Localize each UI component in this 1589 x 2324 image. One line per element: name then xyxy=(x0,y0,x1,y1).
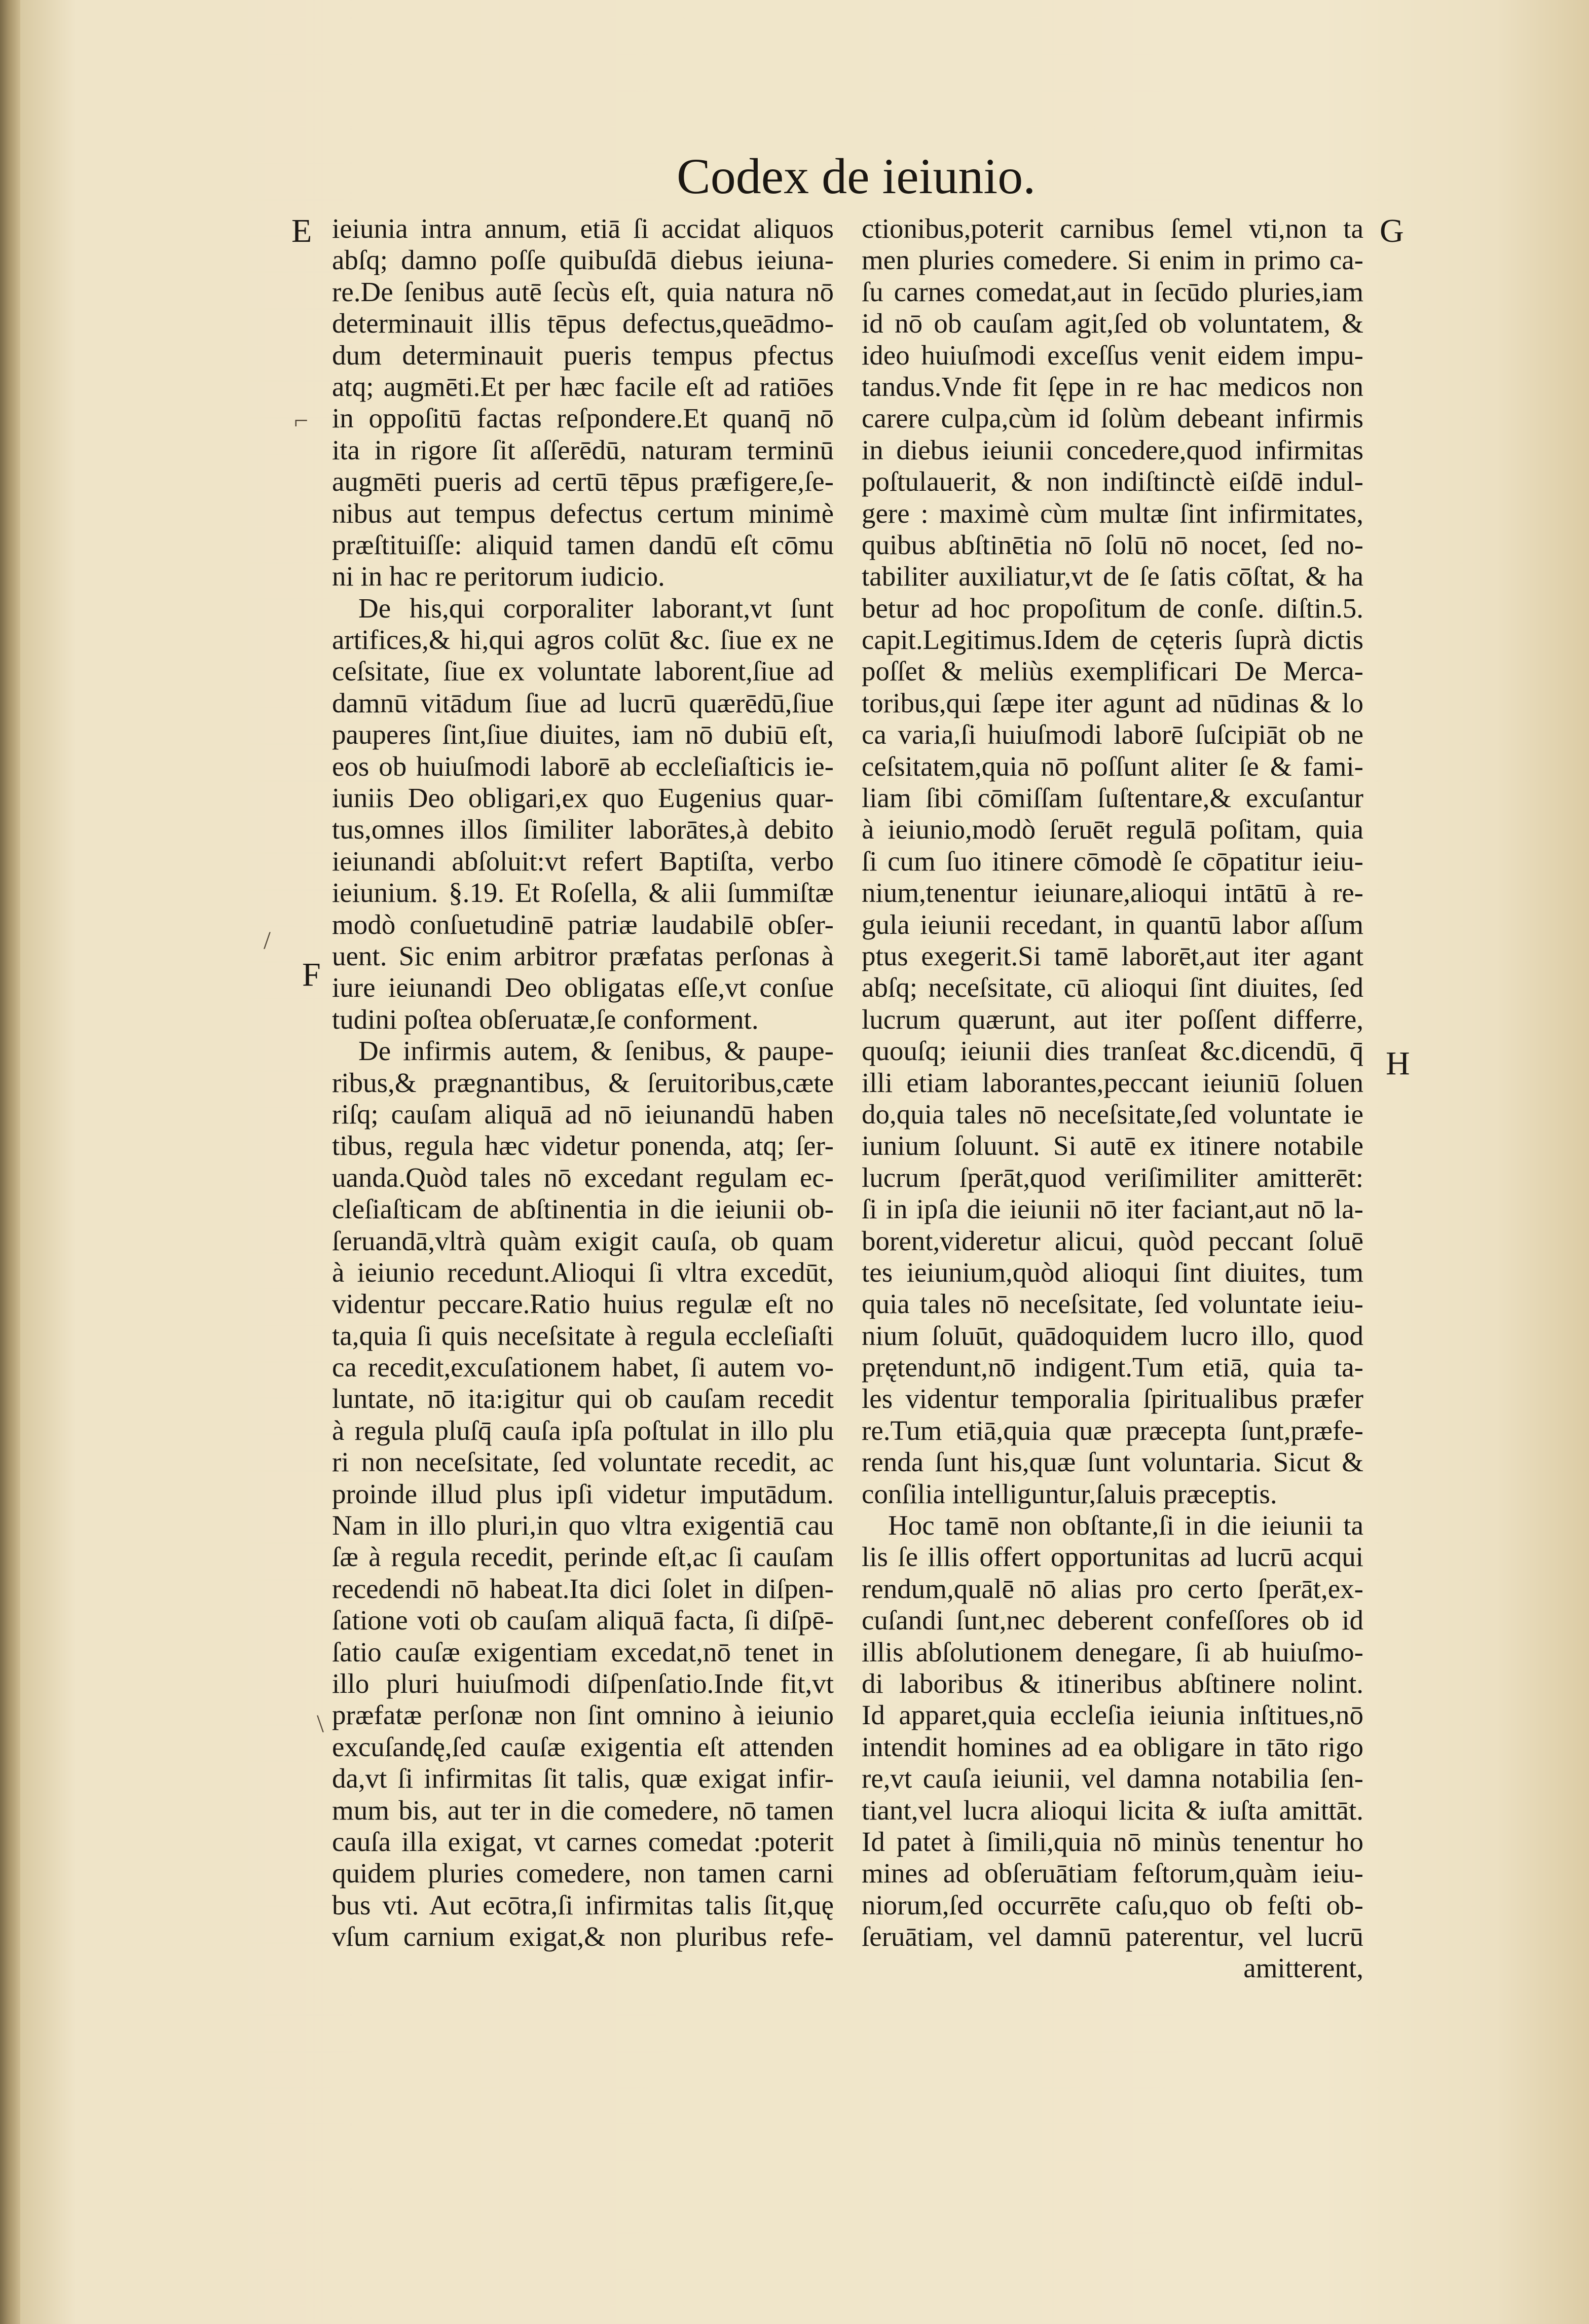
text-line: iuniis Deo obligari,ex quo Eugenius quar- xyxy=(332,782,834,814)
text-line: do,quia tales nō neceſsitate,ſed voluntate ie xyxy=(862,1098,1363,1130)
text-line: gere : maximè cùm multæ ſint infirmitates, xyxy=(862,497,1363,529)
text-line: toribus,qui ſæpe iter agunt ad nūdinas & lo xyxy=(862,687,1363,718)
text-line: damnū vitādum ſiue ad lucrū quærēdū,ſiue xyxy=(332,687,834,718)
text-line: abſq; damno poſſe quibuſdā diebus ieiuna- xyxy=(332,244,834,276)
text-line: gula ieiunii recedant, in quantū labor aſſum xyxy=(862,909,1363,940)
text-line: nibus aut tempus defectus certum minimè xyxy=(332,497,834,529)
text-line: ſeruātiam, vel damnū paterentur, vel lucrū xyxy=(862,1921,1363,1952)
text-line: ſatio cauſæ exigentiam excedat,nō tenet in xyxy=(332,1636,834,1667)
text-line: De his,qui corporaliter laborant,vt ſunt xyxy=(358,592,834,624)
text-line: ieiunium. §.19. Et Roſella, & alii ſummiſtæ xyxy=(332,877,834,909)
text-line: iure ieiunandi Deo obligatas eſſe,vt conſue xyxy=(332,972,834,1003)
text-line: borent,videretur alicui, quòd peccant ſoluē xyxy=(862,1225,1363,1256)
text-line: tes ieiunium,quòd alioqui ſint diuites, tum xyxy=(862,1256,1363,1288)
text-line: atq; augmēti.Et per hæc facile eſt ad ratiōes xyxy=(332,371,834,402)
text-line: poſtulauerit, & non indiſtinctè eiſdē indul- xyxy=(862,466,1363,497)
text-line: ſeruandā,vltrà quàm exigit cauſa, ob quam xyxy=(332,1225,834,1256)
text-line: da,vt ſi infirmitas ſit talis, quæ exigat infir- xyxy=(332,1763,834,1794)
text-line: ni in hac re peritorum iudicio. xyxy=(332,561,665,592)
text-line: bus vti. Aut ecōtra,ſi infirmitas talis ſit,quę xyxy=(332,1889,834,1920)
text-line: cauſa illa exigat, vt carnes comedat :poterit xyxy=(332,1826,834,1857)
margin-mark: / xyxy=(264,926,271,954)
text-line: cuſandi ſunt,nec deberent confeſſores ob id xyxy=(862,1605,1363,1636)
text-line: modò conſuetudinē patriæ laudabilē obſer- xyxy=(332,909,834,940)
text-line: recedendi nō habeat.Ita dici ſolet in diſpen- xyxy=(332,1573,834,1604)
text-line: præfatæ perſonæ non ſint omnino à ieiunio xyxy=(332,1699,834,1731)
text-line: ribus,& prægnantibus, & ſeruitoribus,cæte xyxy=(332,1067,834,1098)
text-line: les videntur temporalia ſpiritualibus præfer xyxy=(862,1383,1363,1414)
text-line: poſſet & meliùs exemplificari De Merca- xyxy=(862,656,1363,687)
text-line: tibus, regula hæc videtur ponenda, atq; ſer- xyxy=(332,1130,834,1161)
text-line: rendum,qualē nō alias pro certo ſperāt,ex- xyxy=(862,1573,1363,1604)
text-line: re.Tum etiā,quia quæ præcepta ſunt,præfe- xyxy=(862,1414,1363,1446)
text-line: ieiunandi abſoluit:vt refert Baptiſta, verbo xyxy=(332,845,834,877)
text-line: tabiliter auxiliatur,vt de ſe ſatis cōſtat, & ha xyxy=(862,561,1363,592)
text-line: in diebus ieiunii concedere,quod infirmitas xyxy=(862,434,1363,465)
binding-gutter xyxy=(0,0,20,2324)
text-line: abſq; neceſsitate, cū alioqui ſint diuites, ſed xyxy=(862,972,1363,1003)
text-line: Nam in illo pluri,in quo vltra exigentiā cau xyxy=(332,1510,834,1541)
text-line: ctionibus,poterit carnibus ſemel vti,non ta xyxy=(862,213,1363,244)
text-line: betur ad hoc propoſitum de conſe. diſtin.5. xyxy=(862,592,1363,624)
text-line: ta,quia ſi quis neceſsitate à regula eccleſiaſti xyxy=(332,1320,834,1351)
text-line: riſq; cauſam aliquā ad nō ieiunandū haben xyxy=(332,1098,834,1130)
text-line: nium,tenentur ieiunare,alioqui intātū à re- xyxy=(862,877,1363,909)
text-line: ſi cum ſuo itinere cōmodè ſe cōpatitur ieiu- xyxy=(862,845,1363,877)
text-line: Hoc tamē non obſtante,ſi in die ieiunii ta xyxy=(888,1510,1363,1541)
text-line: ieiunia intra annum, etiā ſi accidat aliquos xyxy=(332,213,834,244)
margin-letter-g: G xyxy=(1380,212,1404,249)
text-line: lis ſe illis offert opportunitas ad lucrū acqui xyxy=(862,1541,1363,1573)
text-line: illi etiam laborantes,peccant ieiuniū ſoluen xyxy=(862,1067,1363,1098)
text-line: excuſandę,ſed cauſæ exigentia eſt attenden xyxy=(332,1731,834,1762)
text-line: quidem pluries comedere, non tamen carni xyxy=(332,1858,834,1889)
text-line: tus,omnes illos ſimiliter laborātes,à debito xyxy=(332,814,834,845)
catchword: amitterent, xyxy=(1243,1952,1363,1984)
text-line: Id patet à ſimili,quia nō minùs tenentur ho xyxy=(862,1826,1363,1857)
margin-letter-h: H xyxy=(1386,1045,1410,1082)
text-column-left xyxy=(332,213,834,1952)
text-line: pauperes ſint,ſiue diuites, iam nō dubiū eſt, xyxy=(332,719,834,750)
text-line: ſu carnes comedat,aut in ſecūdo pluries,iam xyxy=(862,276,1363,307)
text-line: uent. Sic enim arbitror præfatas perſonas à xyxy=(332,940,834,971)
text-line: capit.Legitimus.Idem de cęteris ſuprà dictis xyxy=(862,624,1363,656)
text-line: ceſsitate, ſiue ex voluntate laborent,ſiue ad xyxy=(332,656,834,687)
text-line: luntate, nō ita:igitur qui ob cauſam recedit xyxy=(332,1383,834,1414)
text-line: augmēti pueris ad certū tēpus præfigere,ſe- xyxy=(332,466,834,497)
text-line: conſilia intelliguntur,ſaluis præceptis. xyxy=(862,1478,1277,1509)
text-line: præſtituiſſe: aliquid tamen dandū eſt cōmu xyxy=(332,529,834,560)
text-line: di laboribus & itineribus abſtinere nolint. xyxy=(862,1667,1363,1699)
text-line: vſum carnium exigat,& non pluribus refe- xyxy=(332,1921,834,1952)
text-line: tandus.Vnde fit ſępe in re hac medicos non xyxy=(862,371,1363,402)
text-line: quia tales nō neceſsitate, ſed voluntate ieiu- xyxy=(862,1288,1363,1320)
text-line: artifices,& hi,qui agros colūt &c. ſiue ex ne xyxy=(332,624,834,656)
text-line: quouſq; ieiunii dies tranſeat &c.dicendū, q̄ xyxy=(862,1035,1363,1067)
text-line: mines ad obſeruātiam feſtorum,quàm ieiu- xyxy=(862,1858,1363,1889)
text-line: uanda.Quòd tales nō excedant regulam ec- xyxy=(332,1161,834,1193)
text-line: ſi in ipſa die ieiunii nō iter faciant,aut nō la- xyxy=(862,1193,1363,1225)
text-line: iunium ſoluunt. Si autē ex itinere notabile xyxy=(862,1130,1363,1161)
text-line: dum determinauit pueris tempus pfectus xyxy=(332,339,834,371)
margin-letter-e: E xyxy=(291,212,312,249)
text-line: tiant,vel lucra alioqui licita & iuſta amittāt. xyxy=(862,1794,1363,1826)
text-line: nium ſoluūt, quādoquidem lucro illo, quod xyxy=(862,1320,1363,1351)
text-line: Id apparet,quia eccleſia ieiunia inſtitues,nō xyxy=(862,1699,1363,1731)
text-line: ceſsitatem,quia nō poſſunt aliter ſe & fami- xyxy=(862,750,1363,782)
text-line: ca recedit,excuſationem habet, ſi autem vo- xyxy=(332,1352,834,1383)
text-line: ſæ à regula recedit, perinde eſt,ac ſi cauſam xyxy=(332,1541,834,1573)
text-line: à ieiunio,modò ſeruēt regulā poſitam, quia xyxy=(862,814,1363,845)
text-line: carere culpa,cùm id ſolùm debeant infirmis xyxy=(862,403,1363,434)
text-line: mum bis, aut ter in die comedere, nō tamen xyxy=(332,1794,834,1826)
text-line: ca varia,ſi huiuſmodi laborē ſuſcipiāt ob ne xyxy=(862,719,1363,750)
text-line: intendit homines ad ea obligare in tāto rigo xyxy=(862,1731,1363,1762)
text-line: lucrum quærunt, aut iter poſſent differre, xyxy=(862,1003,1363,1035)
text-line: ita in rigore ſit aſſerēdū, naturam terminū xyxy=(332,434,834,465)
margin-mark: \ xyxy=(317,1709,324,1737)
text-line: niorum,ſed occurrēte caſu,quo ob feſti ob- xyxy=(862,1889,1363,1920)
text-line: videntur peccare.Ratio huius regulæ eſt no xyxy=(332,1288,834,1320)
text-line: renda ſunt his,quæ ſunt voluntaria. Sicut & xyxy=(862,1446,1363,1478)
text-line: in oppoſitū factas reſpondere.Et quanq̄ nō xyxy=(332,403,834,434)
text-line: liam ſibi cōmiſſam ſuſtentare,& excuſantur xyxy=(862,782,1363,814)
text-line: ſatione voti ob cauſam aliquā facta, ſi diſpē- xyxy=(332,1605,834,1636)
text-line: re.De ſenibus autē ſecùs eſt, quia natura nō xyxy=(332,276,834,307)
text-line: ptus exegerit.Si tamē laborēt,aut iter agant xyxy=(862,940,1363,971)
margin-mark: ⌐ xyxy=(294,406,309,434)
text-line: lucrum ſperāt,quod veriſimiliter amitterēt: xyxy=(862,1161,1363,1193)
text-line: id nō ob cauſam agit,ſed ob voluntatem, & xyxy=(862,308,1363,339)
text-line: ideo huiuſmodi exceſſus venit eidem impu- xyxy=(862,339,1363,371)
text-line: De infirmis autem, & ſenibus, & paupe- xyxy=(358,1035,834,1067)
text-line: illis abſolutionem denegare, ſi ab huiuſmo- xyxy=(862,1636,1363,1667)
text-line: men pluries comedere. Si enim in primo ca- xyxy=(862,244,1363,276)
text-line: quibus abſtinētia nō ſolū nō nocet, ſed no- xyxy=(862,529,1363,560)
text-line: à ieiunio recedunt.Alioqui ſi vltra excedūt, xyxy=(332,1256,834,1288)
text-line: proinde illud plus ipſi videtur imputādum. xyxy=(332,1478,834,1509)
text-column-right xyxy=(862,213,1363,1984)
text-line: cleſiaſticam de abſtinentia in die ieiunii ob- xyxy=(332,1193,834,1225)
margin-letter-f: F xyxy=(302,956,321,993)
text-line: tudini poſtea obſeruatæ,ſe conforment. xyxy=(332,1003,759,1035)
text-line: prętendunt,nō indigent.Tum etiā, quia ta- xyxy=(862,1352,1363,1383)
running-head: Codex de ieiunio. xyxy=(677,148,1036,204)
text-line: eos ob huiuſmodi laborē ab eccleſiaſticis ie- xyxy=(332,750,834,782)
text-line: determinauit illis tēpus defectus,queādmo- xyxy=(332,308,834,339)
text-line: à regula pluſq̄ cauſa ipſa poſtulat in illo plu xyxy=(332,1414,834,1446)
text-line: illo pluri huiuſmodi diſpenſatio.Inde fit,vt xyxy=(332,1667,834,1699)
text-line: re,vt cauſa ieiunii, vel damna notabilia ſen- xyxy=(862,1763,1363,1794)
text-line: ri non neceſsitate, ſed voluntate recedit, ac xyxy=(332,1446,834,1478)
